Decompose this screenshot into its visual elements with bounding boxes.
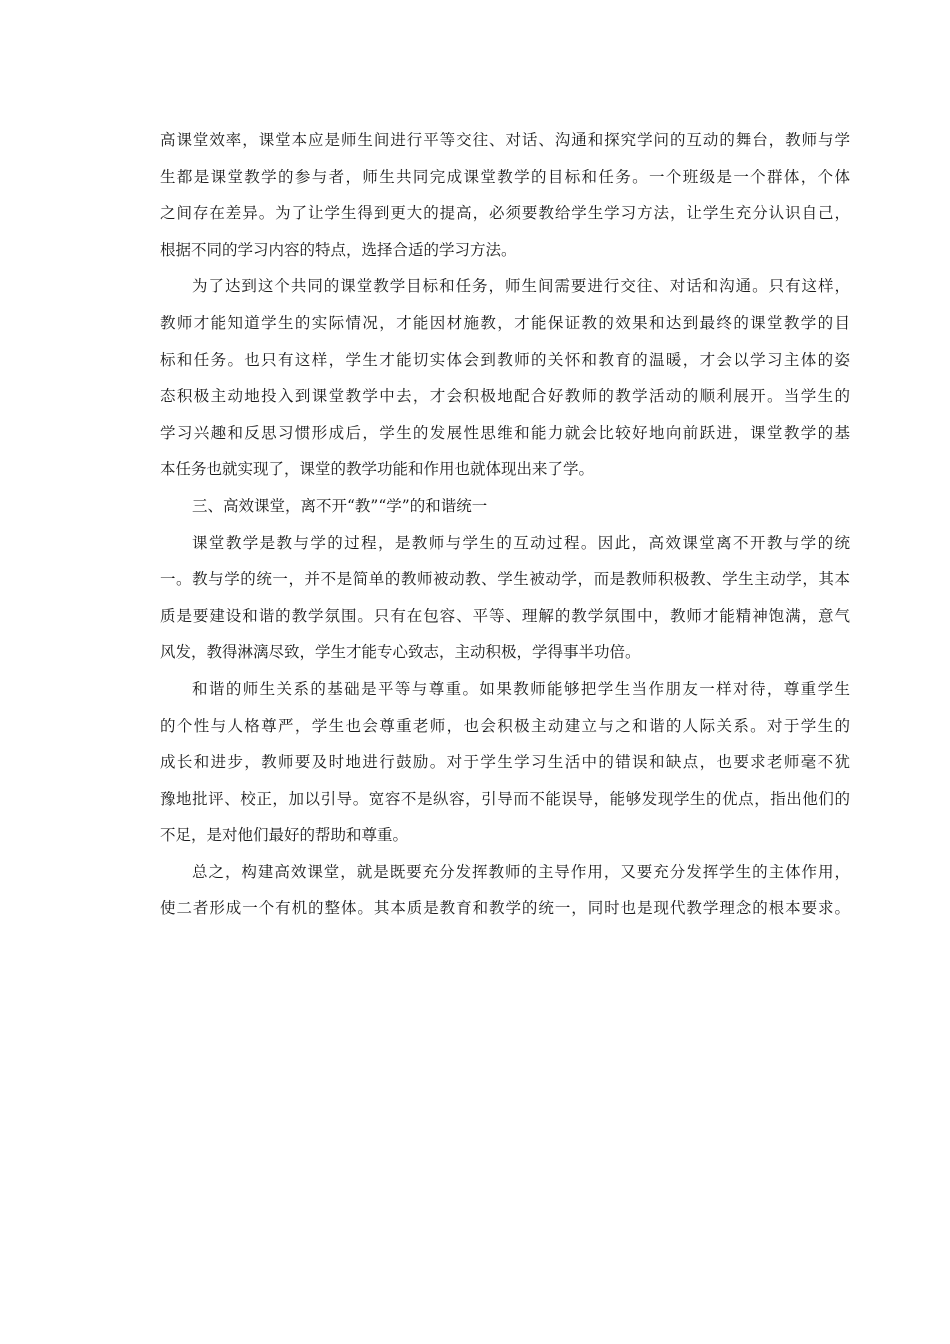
text-line: 总之，构建高效课堂，就是既要充分发挥教师的主导作用，又要充分发挥学生的主体作用，	[192, 862, 850, 881]
text-line: 生都是课堂教学的参与者，师生共同完成课堂教学的目标和任务。一个班级是一个群体，个体	[160, 167, 850, 186]
text-line: 根据不同的学习内容的特点，选择合适的学习方法。	[160, 240, 517, 259]
text-line: 的个性与人格尊严，学生也会尊重老师，也会积极主动建立与之和谐的人际关系。对于学生的	[160, 716, 850, 735]
section-heading: 三、高效课堂，离不开“教”“学”的和谐统一	[192, 496, 488, 515]
text-line: 标和任务。也只有这样，学生才能切实体会到教师的关怀和教育的温暖，才会以学习主体的姿	[160, 350, 850, 369]
text-line: 之间存在差异。为了让学生得到更大的提高，必须要教给学生学习方法，让学生充分认识自己，	[160, 204, 850, 223]
text-line: 一。教与学的统一，并不是简单的教师被动教、学生被动学，而是教师积极教、学生主动学，其本	[160, 570, 850, 589]
text-line: 和谐的师生关系的基础是平等与尊重。如果教师能够把学生当作朋友一样对待，尊重学生	[192, 679, 850, 698]
text-line: 质是要建设和谐的教学氛围。只有在包容、平等、理解的教学氛围中，教师才能精神饱满，意气	[160, 606, 850, 625]
text-line: 本任务也就实现了，课堂的教学功能和作用也就体现出来了学。	[160, 460, 595, 479]
text-line: 教师才能知道学生的实际情况，才能因材施教，才能保证教的效果和达到最终的课堂教学的目	[160, 313, 850, 332]
text-line: 成长和进步，教师要及时地进行鼓励。对于学生学习生活中的错误和缺点，也要求老师毫不犹	[160, 753, 850, 772]
text-line: 学习兴趣和反思习惯形成后，学生的发展性思维和能力就会比较好地向前跃进，课堂教学的基	[160, 423, 850, 442]
text-line: 课堂教学是教与学的过程，是教师与学生的互动过程。因此，高效课堂离不开教与学的统	[192, 533, 850, 552]
text-line: 为了达到这个共同的课堂教学目标和任务，师生间需要进行交往、对话和沟通。只有这样，	[192, 277, 850, 296]
text-line: 不足，是对他们最好的帮助和尊重。	[160, 826, 409, 845]
text-line: 态积极主动地投入到课堂教学中去，才会积极地配合好教师的教学活动的顺利展开。当学生的	[160, 387, 850, 406]
text-line: 高课堂效率，课堂本应是师生间进行平等交往、对话、沟通和探究学问的互动的舞台，教师与学	[160, 131, 850, 149]
text-line: 风发，教得淋漓尽致，学生才能专心致志，主动积极，学得事半功倍。	[160, 643, 641, 662]
text-line: 使二者形成一个有机的整体。其本质是教育和教学的统一，同时也是现代教学理念的根本要求。	[160, 899, 850, 918]
text-line: 豫地批评、校正，加以引导。宽容不是纵容，引导而不能误导，能够发现学生的优点，指出他们的	[160, 789, 850, 808]
document-body	[160, 122, 850, 927]
